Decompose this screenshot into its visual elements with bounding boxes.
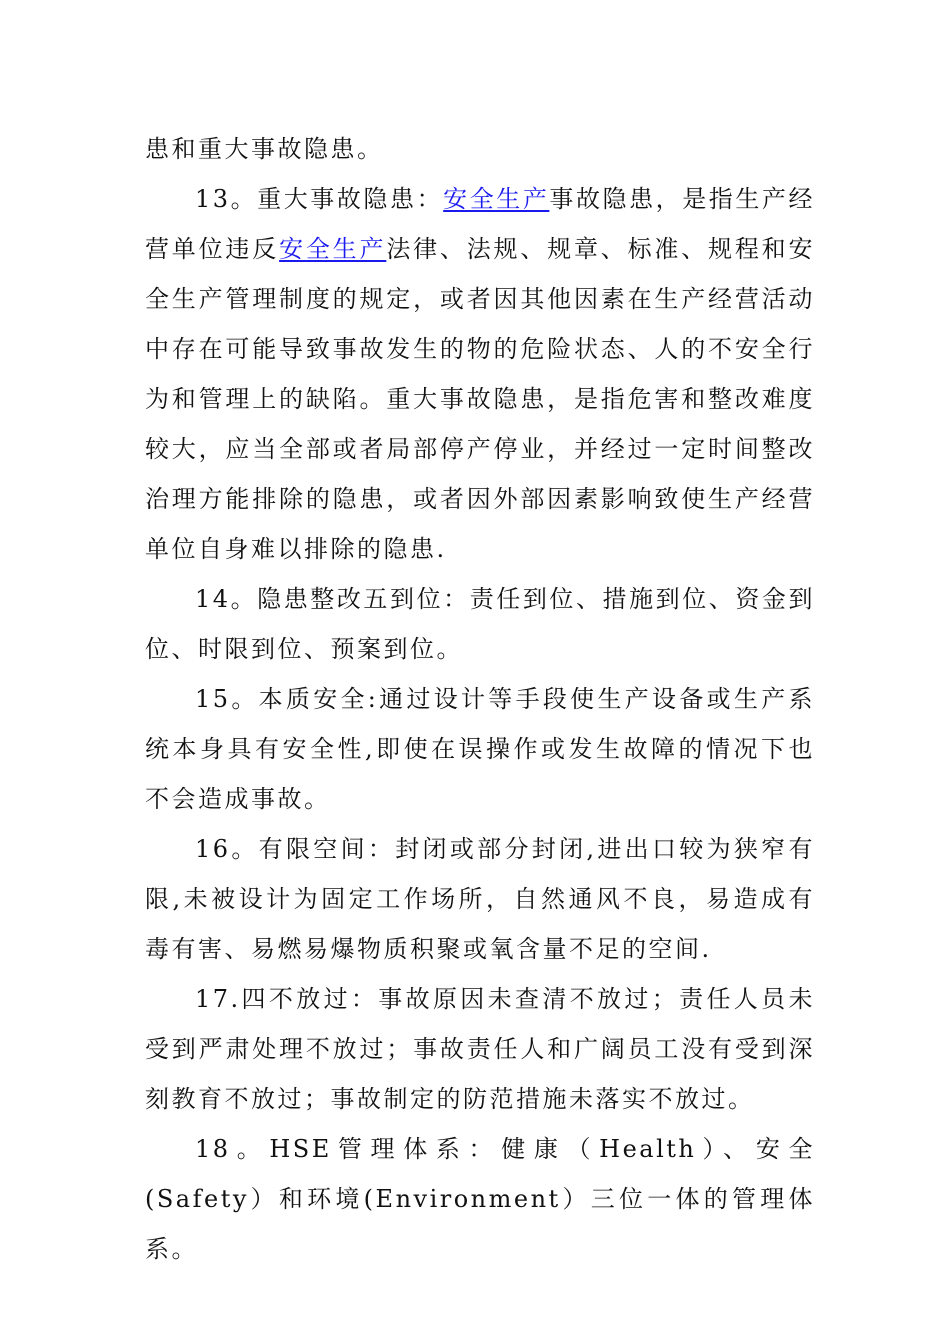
paragraph-continuation: 患和重大事故隐患。 — [145, 135, 384, 163]
paragraph-15: 15。本质安全:通过设计等手段使生产设备或生产系统本身具有安全性,即使在误操作或发生故障的情况下也不会造成事故。 — [145, 685, 815, 813]
document-page — [145, 124, 815, 1274]
paragraph-13-mid: 事故隐患，是指生产经营单位违反 — [145, 185, 816, 263]
paragraph-16: 16。有限空间：封闭或部分封闭,进出口较为狭窄有限,未被设计为固定工作场所，自然通风不良，易造成有毒有害、易燃易爆物质积聚或氧含量不足的空间. — [145, 835, 815, 963]
paragraph-14: 14。隐患整改五到位：责任到位、措施到位、资金到位、时限到位、预案到位。 — [145, 585, 815, 663]
paragraph-17: 17.四不放过：事故原因未查清不放过；责任人员未受到严肃处理不放过；事故责任人和广阔员工没有受到深刻教育不放过；事故制定的防范措施未落实不放过。 — [145, 985, 815, 1113]
paragraph-13-rest: 法律、法规、规章、标准、规程和安全生产管理制度的规定，或者因其他因素在生产经营活动中存在可能导致事故发生的物的危险状态、人的不安全行为和管理上的缺陷。重大事故隐患，是指危害和整改难度较大，应当全部或者局部停产停业，并经过一定时间整改治理方能排除的隐患，或者因外部因素影响致使生产经营单位自身难以排除的隐患. — [145, 235, 815, 563]
paragraph-18: 18。HSE管理体系：健康（Health）、安全(Safety）和环境(Environment）三位一体的管理体系。 — [145, 1135, 815, 1263]
link-safety-production-2[interactable]: 安全生产 — [279, 235, 387, 263]
link-safety-production-1[interactable]: 安全生产 — [443, 185, 550, 213]
paragraph-13 — [145, 174, 815, 574]
paragraph-13-lead: 13。重大事故隐患： — [195, 185, 444, 213]
